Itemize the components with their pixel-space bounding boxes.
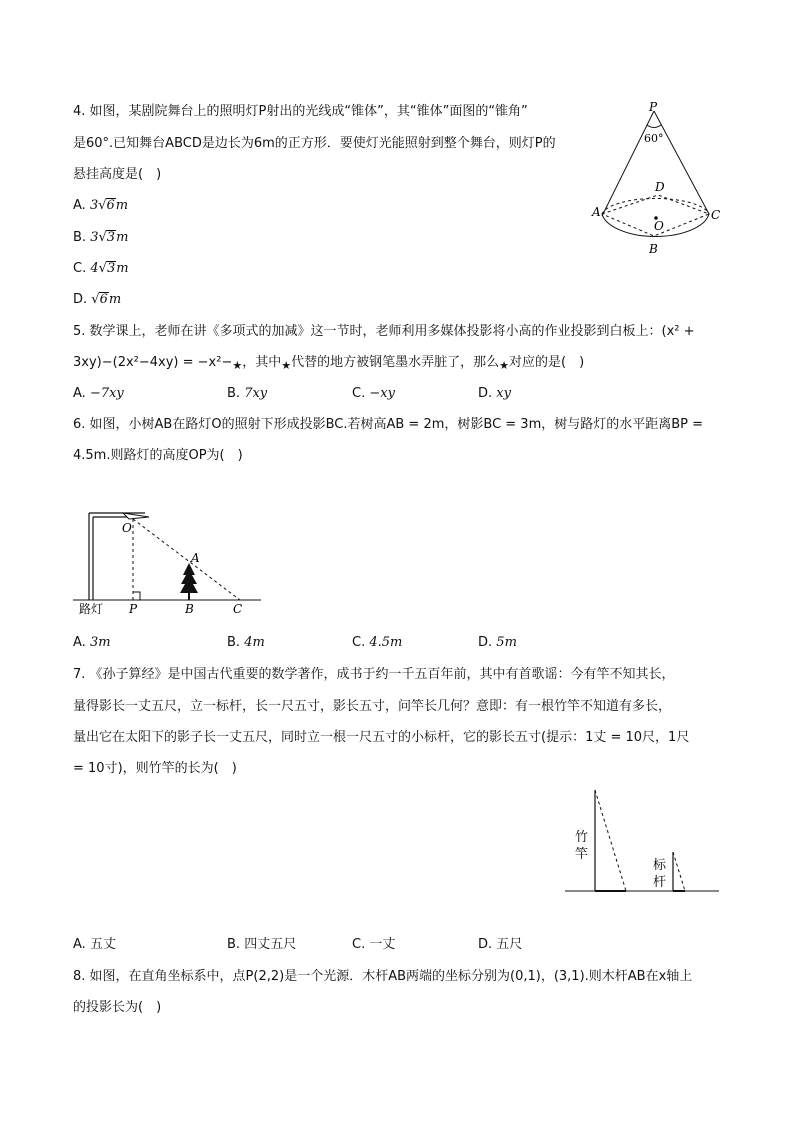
bamboo-figure bbox=[563, 786, 723, 898]
q5-option-d[interactable]: D. xy bbox=[478, 386, 511, 401]
bamboo-shadow-ray bbox=[595, 790, 626, 891]
label-d: D bbox=[655, 180, 665, 194]
label-bamboo-2: 竿 bbox=[575, 847, 589, 862]
sqrt-icon: √ bbox=[98, 261, 107, 276]
q6-line1: 6. 如图，小树AB在路灯O的照射下形成投影BC.若树高AB = 2m，树影BC = 3m，树与路灯的水平距离BP = bbox=[73, 417, 704, 432]
q7-option-c[interactable]: C. 一丈 bbox=[352, 937, 396, 952]
label-c: C bbox=[233, 602, 243, 616]
rod-shadow-ray bbox=[673, 852, 685, 891]
q7-option-d[interactable]: D. 五尺 bbox=[478, 937, 523, 952]
q7-option-b[interactable]: B. 四丈五尺 bbox=[227, 937, 297, 952]
q7-line3: 量出它在太阳下的影子长一丈五尺，同时立一根一尺五寸的小标杆，它的影长五寸(提示：1丈 = 10尺，1尺 bbox=[73, 730, 690, 745]
q7-line4: = 10寸)，则竹竿的长为( ) bbox=[73, 761, 237, 776]
label-rod-1: 标 bbox=[653, 858, 667, 873]
q4-option-d[interactable]: D. √6m bbox=[73, 292, 122, 307]
star-icon: ★ bbox=[232, 359, 243, 372]
label-c: C bbox=[711, 208, 721, 222]
lamp-head bbox=[123, 513, 149, 519]
label-b: B bbox=[185, 602, 194, 616]
cone-figure bbox=[585, 98, 735, 258]
q6-option-c[interactable]: C. 4.5m bbox=[352, 635, 403, 650]
q5-line1: 5. 数学课上，老师在讲《多项式的加减》这一节时，老师利用多媒体投影将小高的作业投影到白板上：(x² + bbox=[73, 324, 695, 339]
q5-option-a[interactable]: A. −7xy bbox=[73, 386, 124, 401]
cone-side-right bbox=[654, 111, 709, 214]
q7-line2: 量得影长一丈五尺，立一标杆，长一尺五寸，影长五寸，问竿长几何？意即：有一根竹竿不知道有多长， bbox=[73, 699, 672, 714]
label-o: O bbox=[122, 521, 132, 535]
q4-option-b[interactable]: B. 3√3m bbox=[73, 230, 129, 245]
star-icon: ★ bbox=[499, 359, 509, 372]
q4-line2: 是60°.已知舞台ABCD是边长为6m的正方形．要使灯光能照射到整个舞台，则灯P的 bbox=[73, 136, 556, 151]
angle-arc bbox=[647, 125, 661, 128]
q6-line2: 4.5m.则路灯的高度OP为( ) bbox=[73, 448, 243, 463]
streetlight-figure bbox=[73, 505, 268, 617]
base-back bbox=[602, 198, 709, 214]
q4-option-c[interactable]: C. 4√3m bbox=[73, 261, 129, 276]
star-icon: ★ bbox=[281, 359, 292, 372]
q5-option-c[interactable]: C. −xy bbox=[352, 386, 395, 401]
label-bamboo-1: 竹 bbox=[575, 830, 589, 845]
q4-option-a[interactable]: A. 3√6m bbox=[73, 198, 129, 213]
q7-option-a[interactable]: A. 五丈 bbox=[73, 937, 116, 952]
q4-line1: 4. 如图，某剧院舞台上的照明灯P射出的光线成“锥体”，其“锥体”面图的“锥角” bbox=[73, 104, 528, 119]
label-p: P bbox=[649, 100, 658, 114]
label-o: O bbox=[654, 219, 664, 233]
label-a: A bbox=[191, 551, 200, 565]
sqrt-icon: √ bbox=[98, 230, 107, 245]
q5-line2: $3xy)-(2x^2-4xy) = -x^2-_★$，其中$_★$代替的地方被钢笔墨水弄脏了，那么$_★$对应的是( ) bbox=[73, 355, 585, 372]
q6-option-b[interactable]: B. 4m bbox=[227, 635, 265, 650]
label-b: B bbox=[649, 242, 658, 256]
sqrt-icon: √ bbox=[91, 292, 100, 307]
right-angle-mark bbox=[133, 592, 140, 600]
q6-option-a[interactable]: A. 3m bbox=[73, 635, 111, 650]
label-p: P bbox=[129, 602, 138, 616]
q4-line3: 悬挂高度是( ) bbox=[73, 167, 162, 182]
sqrt-icon: √ bbox=[98, 198, 107, 213]
q5-option-b[interactable]: B. 7xy bbox=[227, 386, 268, 401]
q6-option-d[interactable]: D. 5m bbox=[478, 635, 517, 650]
cone-side-left bbox=[602, 111, 654, 216]
q8-line1: 8. 如图，在直角坐标系中，点P(2,2)是一个光源．木杆AB两端的坐标分别为(0,1)，(3,1).则木杆AB在x轴上 bbox=[73, 969, 693, 984]
tree-icon bbox=[180, 563, 198, 593]
label-a: A bbox=[592, 205, 601, 219]
label-lamp: 路灯 bbox=[79, 602, 104, 616]
q7-line1: 7. 《孙子算经》是中国古代重要的数学著作，成书于约一千五百年前，其中有首歌谣：今有竿不知其长， bbox=[73, 667, 675, 682]
label-rod-2: 杆 bbox=[653, 875, 667, 890]
q8-line2: 的投影长为( ) bbox=[73, 1000, 162, 1015]
label-angle: 60° bbox=[644, 132, 664, 145]
